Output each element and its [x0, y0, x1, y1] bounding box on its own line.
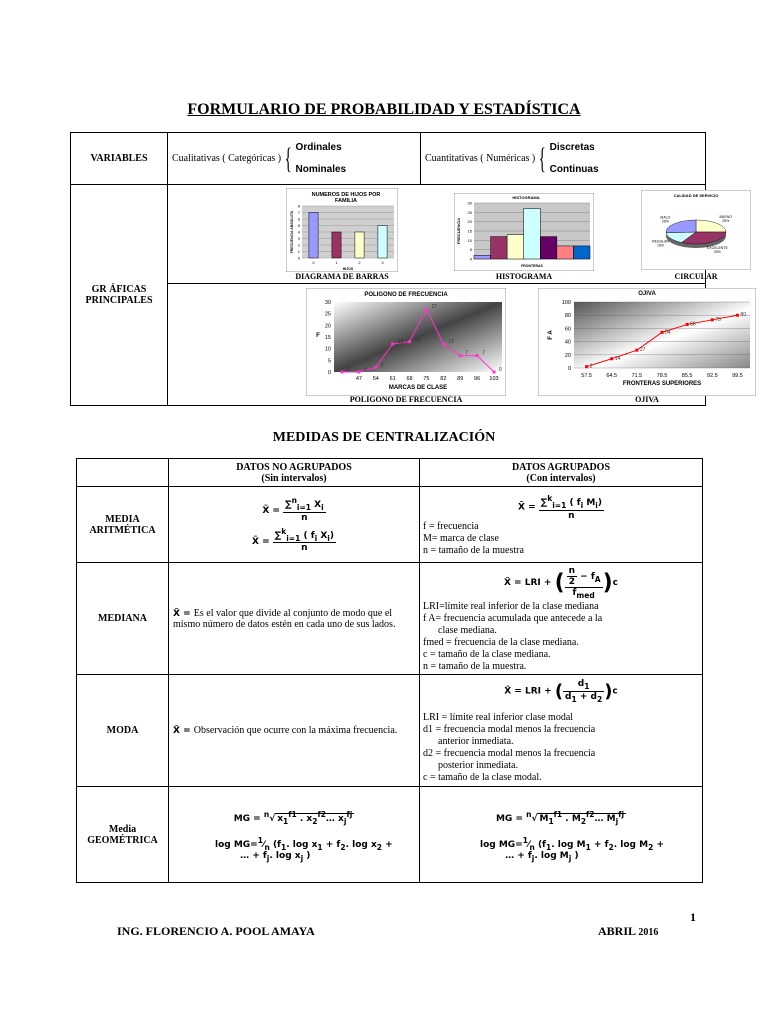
pie-chart [641, 190, 751, 270]
header-no-agrupados-line2: (Sin intervalos) [261, 472, 327, 484]
data-label: 27 [639, 347, 646, 354]
x-tick-label: 57.5 [581, 373, 592, 379]
header-agrupados [420, 459, 703, 487]
data-point [686, 323, 689, 326]
media-formula-no-agrupados: X̄ = $\frac{\sum^n_{i=1} X_i}{n}$ X̄ = $\frac{\sum^k_{i=1} ( f_i X_i)}{n}$ [169, 487, 420, 563]
y-tick-label: 30 [467, 200, 472, 206]
data-point [391, 343, 394, 346]
variables-table [70, 132, 746, 406]
plot-area [574, 302, 750, 368]
histogram-bar [540, 237, 557, 259]
y-tick-label: 40 [564, 339, 571, 346]
chart-title: HISTOGRAMA [512, 195, 540, 200]
quantitative-label: Cuantitativas ( Numéricas ) [425, 153, 536, 164]
x-tick-label: 61 [389, 376, 396, 382]
y-axis-label: FRECUENCIA ABSOLUTA [290, 210, 294, 254]
data-label: 80 [740, 312, 746, 319]
x-tick-label: 68 [406, 376, 413, 382]
caption-barras: DIAGRAMA DE BARRAS [295, 272, 389, 281]
x-tick-label: 3 [381, 260, 384, 265]
y-axis-label: F A [548, 330, 554, 340]
mediana-text: Es el valor que divide al conjunto de modo que el mismo número de datos estén en cada uno de sus lados. [173, 607, 396, 630]
x-axis-label: HIJOS [342, 267, 354, 271]
slice-value: 25% [722, 218, 730, 223]
data-point [374, 366, 377, 369]
data-point [408, 340, 411, 343]
y-tick-label: 1 [297, 249, 300, 254]
slice-label: MALO [660, 215, 671, 220]
data-point [736, 314, 739, 317]
x-tick-label: 103 [489, 376, 499, 382]
bar-chart [286, 188, 398, 272]
media-formula-agrupados: X̄ = $\frac{\sum^k_{i=1} ( f_i M_i)}{n}$ f = frecuencia M= marca de clase n = tamaño de la muestra [420, 487, 703, 563]
data-label: 12 [397, 339, 404, 345]
note-fmed: fmed = frecuencia de la clase mediana. [423, 637, 579, 649]
x-tick-label: 0 [312, 260, 315, 265]
y-tick-label: 6 [297, 216, 300, 222]
histogram-bar [524, 209, 541, 259]
data-label: 2 [589, 363, 593, 370]
x-axis-label: FRONTERAS [521, 264, 543, 268]
slice-value: 33% [713, 250, 721, 255]
option-ordinales: Ordinales [295, 141, 342, 153]
slice-label: BUENO [719, 214, 732, 219]
x-tick-label: 2 [358, 260, 361, 265]
note-c: c = tamaño de la clase mediana. [423, 649, 551, 661]
moda-text: Observación que ocurre con la máxima frecuencia. [193, 725, 398, 736]
y-tick-label: 0 [567, 366, 571, 372]
y-tick-label: 15 [324, 335, 331, 341]
x-tick-label: 99.5 [732, 373, 743, 379]
x-tick-label: 96 [474, 376, 481, 382]
y-tick-label: 5 [469, 247, 472, 253]
footer-date [598, 924, 658, 939]
data-label: 7 [482, 350, 485, 357]
media-label-line1: MEDIA [105, 513, 140, 525]
data-point [635, 349, 638, 352]
moda-formula: X̂ = LRI + ( $\frac{d_1}{d_1 + d_2}$ )c LRI = límite real inferior clase modal d1 = frecuencia modal menos la frecuencia anterior inmediata. d2 = frecuencia modal menos la frecuencia posterior inmediata. c = tamaño de la clase modal. [420, 675, 703, 787]
data-point [425, 308, 428, 311]
page-number: 1 [690, 910, 696, 924]
note-marca: M= marca de clase [423, 532, 499, 544]
data-label: 14 [614, 355, 621, 362]
x-tick-label: 75 [423, 376, 430, 382]
y-tick-label: 0 [297, 255, 300, 261]
x-tick-label: 1 [335, 260, 338, 265]
note-c-modal: c = tamaño de la clase modal. [423, 771, 542, 783]
data-label: 7 [465, 350, 469, 357]
charts-cell [168, 185, 746, 406]
note-fa-cont: clase mediana. [438, 625, 497, 637]
mediana-formula: X̃ = LRI + ( $\frac{n}{2}$ − $f_A$ $f_{med}$ )c LRI=límite real inferior de la clase mediana f A= frecuencia acumulada que antecede a la clase mediana. fmed = frecuencia de la clase mediana. c = tamaño de la clase mediana. n = tamaño de la muestra. [420, 563, 703, 675]
data-point [341, 371, 344, 374]
data-point [442, 343, 445, 346]
note-lri: LRI=límite real inferior de la clase mediana [423, 601, 599, 613]
bar [378, 226, 387, 259]
y-tick-label: 15 [467, 228, 472, 234]
note-lri-modal: LRI = límite real inferior clase modal [423, 711, 574, 723]
brace-icon: { [284, 141, 292, 175]
y-tick-label: 8 [297, 203, 300, 209]
moda-label: MODA [77, 675, 169, 787]
note-fa: f A= frecuencia acumulada que antecede a la [423, 613, 603, 625]
option-nominales: Nominales [295, 163, 347, 175]
slice-value: 26% [661, 219, 669, 224]
y-tick-label: 5 [297, 223, 300, 228]
geometrica-agrupados: MG = $^n$√ $M_1^{f1}$ . $M_2^{f2}\dots$ $M_j^{fj}$ $\log MG=^1⁄_n$ ($f_1$. $\log M_1 + f_2$. $\log M_2$ + … + $f_j$. $\log M_j$ ) [420, 787, 703, 883]
bar [355, 232, 364, 258]
y-tick-label: 30 [324, 300, 331, 306]
y-tick-label: 0 [469, 256, 472, 262]
data-point [711, 318, 714, 321]
note-tamano: n = tamaño de la muestra [423, 544, 524, 556]
y-tick-label: 4 [297, 229, 300, 235]
graficas-label [71, 185, 168, 406]
geometrica-label-line2: GEOMÉTRICA [87, 834, 158, 846]
corner-cell [77, 459, 169, 487]
data-point [476, 354, 479, 357]
y-tick-label: 20 [324, 323, 331, 330]
data-label: 2 [380, 362, 384, 369]
data-point [493, 371, 496, 374]
slice-value: 16% [657, 243, 665, 248]
medidas-table [76, 458, 703, 883]
moda-desc: X̂ = Observación que ocurre con la máxima frecuencia. [169, 675, 420, 787]
x-axis-label: FRONTERAS SUPERIORES [622, 381, 702, 387]
y-tick-label: 25 [467, 209, 472, 215]
caption-ojiva: OJIVA [635, 395, 659, 404]
x-tick-label: 64.5 [606, 373, 618, 379]
brace-icon: { [538, 141, 547, 175]
data-label: 73 [715, 316, 721, 323]
y-tick-label: 10 [324, 346, 331, 353]
data-label: 12 [448, 339, 454, 345]
geometrica-no-agrupados: MG = $^n$√ $x_1^{f1}$ . $x_2^{f2}\dots$ $x_j^{fj}$ $\log MG=^1⁄_n$ ($f_1$. $\log x_1 + f_2$. $\log x_2$ + … + $f_j$. $\log x_j$ ) [169, 787, 420, 883]
data-label: 27 [431, 304, 438, 310]
data-point [661, 331, 664, 334]
x-tick-label: 89 [457, 376, 464, 382]
bar [309, 213, 318, 259]
slice-label: REGULAR [652, 239, 669, 244]
y-tick-label: 60 [564, 326, 571, 333]
histogram-bar [573, 246, 590, 259]
data-point [610, 357, 613, 360]
data-label: 0 [499, 367, 502, 373]
slice-label: EXCELENTE [706, 246, 728, 251]
data-point [357, 371, 360, 374]
mediana-desc: X̃ = Es el valor que divide al conjunto de modo que el mismo número de datos estén en cada uno de sus lados. [169, 563, 420, 675]
x-tick-label: 82 [440, 376, 447, 382]
caption-poligono: POLIGONO DE FRECUENCIA [349, 395, 463, 404]
y-tick-label: 100 [561, 300, 571, 306]
y-tick-label: 10 [467, 237, 472, 243]
x-tick-label: 47 [355, 376, 362, 382]
data-point [459, 354, 462, 357]
y-tick-label: 20 [564, 352, 571, 359]
section-title: MEDIDAS DE CENTRALIZACIÓN [272, 430, 496, 445]
chart-title: NUMEROS DE HIJOS POR [311, 192, 381, 198]
qualitative-cell [168, 133, 421, 185]
header-agrupados-line2: (Con intervalos) [526, 472, 596, 484]
histogram-bar [491, 237, 508, 259]
x-tick-label: 54 [372, 376, 379, 382]
ojiva-chart [538, 288, 756, 396]
data-label: 0 [347, 367, 350, 373]
chart-title: CALIDAD DE SERVICIO [673, 193, 719, 198]
y-tick-label: 7 [297, 210, 300, 215]
variables-label: VARIABLES [71, 133, 168, 185]
x-tick-label: 92.5 [706, 373, 718, 379]
histogram-bar [507, 235, 524, 259]
x-tick-label: 71.5 [631, 373, 643, 379]
chart-title: FAMILIA [335, 198, 357, 204]
header-agrupados-line1: DATOS AGRUPADOS [511, 461, 611, 473]
data-label: 66 [690, 321, 696, 328]
note-d2-cont: posterior inmediata. [438, 759, 518, 771]
footer-author: ING. FLORENCIO A. POOL AMAYA [117, 924, 315, 938]
y-tick-label: 5 [327, 358, 331, 365]
note-n: n = tamaño de la muestra. [423, 661, 527, 673]
chart-title: OJIVA [638, 291, 656, 297]
y-axis-label: FRECUENCIA [456, 217, 461, 245]
graficas-label-line2: PRINCIPALES [85, 295, 153, 306]
caption-circular: CIRCULAR [674, 272, 718, 281]
y-tick-label: 80 [564, 313, 571, 320]
qualitative-label: Cualitativas ( Categóricas ) [172, 153, 282, 164]
histogram-bar [557, 246, 574, 259]
polygon-chart [306, 288, 506, 396]
footer-month: ABRIL [598, 924, 636, 938]
bar [332, 232, 341, 258]
x-axis-label: MARCAS DE CLASE [388, 385, 448, 391]
caption-histograma: HISTOGRAMA [495, 272, 553, 281]
header-no-agrupados [169, 459, 420, 487]
data-label: 13 [414, 336, 421, 343]
histogram-chart [454, 193, 594, 271]
geometrica-label-line1: Media [108, 823, 137, 835]
media-label [77, 487, 169, 563]
note-d1: d1 = frecuencia modal menos la frecuencia [423, 723, 596, 735]
chart-title: POLIGONO DE FRECUENCIA [364, 292, 448, 298]
quantitative-cell [421, 133, 706, 185]
y-tick-label: 0 [327, 370, 331, 376]
mediana-label: MEDIANA [77, 563, 169, 675]
media-label-line2: ARITMÉTICA [89, 524, 156, 536]
note-frecuencia: f = frecuencia [423, 520, 479, 532]
y-tick-label: 25 [324, 311, 331, 318]
y-tick-label: 3 [297, 236, 300, 241]
y-tick-label: 2 [297, 242, 300, 248]
data-label: 0 [363, 367, 367, 373]
note-d1-cont: anterior inmediata. [438, 735, 514, 747]
option-continuas: Continuas [549, 163, 599, 175]
histogram-bar [474, 255, 491, 259]
x-tick-label: 78.5 [656, 373, 668, 379]
option-discretas: Discretas [549, 141, 595, 153]
header-no-agrupados-line1: DATOS NO AGRUPADOS [236, 461, 352, 473]
y-axis-label: F [316, 333, 320, 339]
footer-year: 2016 [638, 927, 659, 938]
data-point [585, 365, 588, 368]
geometrica-label [77, 787, 169, 883]
y-tick-label: 20 [467, 219, 472, 225]
x-tick-label: 85.5 [681, 373, 693, 379]
graficas-label-line1: GR ÁFICAS [91, 284, 147, 295]
page-title: FORMULARIO DE PROBABILIDAD Y ESTADÍSTICA [187, 101, 581, 118]
data-label: 54 [665, 329, 671, 336]
note-d2: d2 = frecuencia modal menos la frecuencia [423, 747, 596, 759]
